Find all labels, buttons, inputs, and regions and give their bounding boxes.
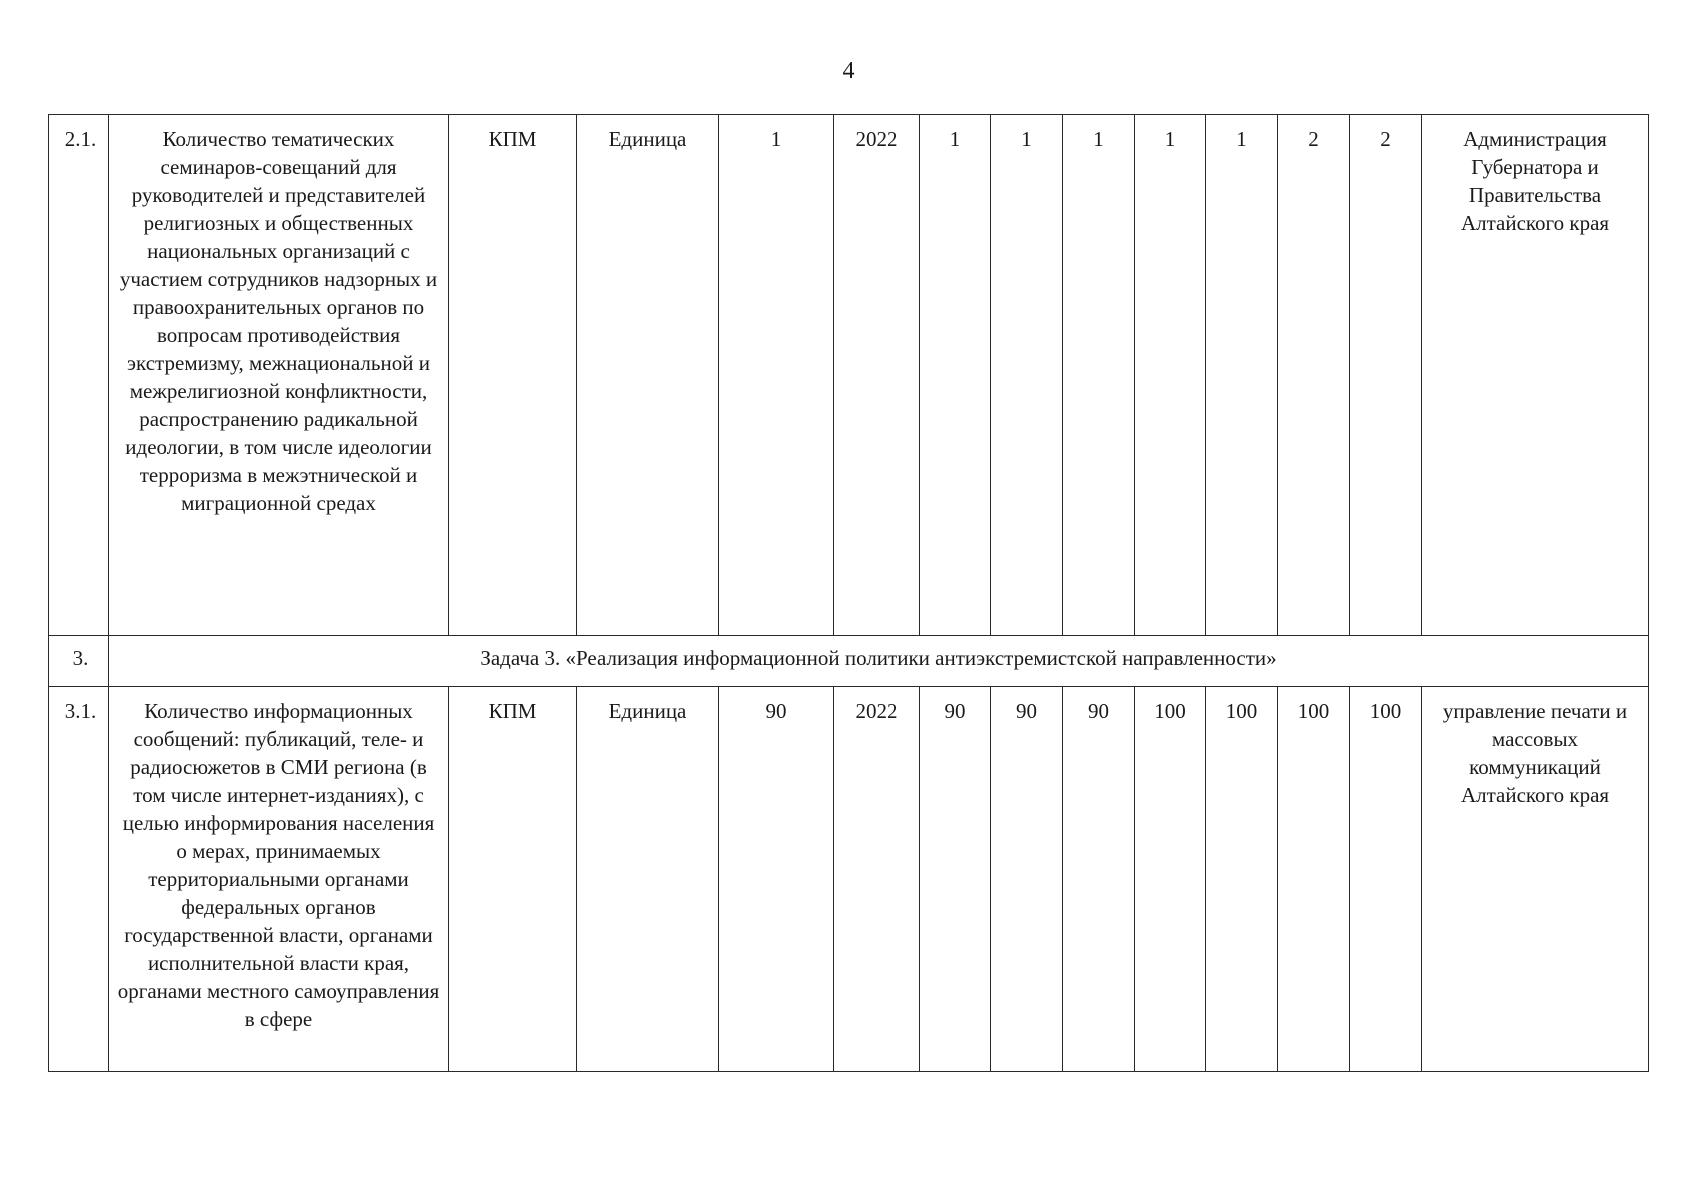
- table-row: [49, 115, 1649, 636]
- year-value: 100: [1350, 687, 1422, 1072]
- indicators-table: [48, 114, 1649, 1072]
- indicator-type: КПМ: [449, 115, 577, 636]
- year-value: 100: [1206, 687, 1278, 1072]
- base-year: 2022: [834, 115, 920, 636]
- indicator-description: Количество тематических семинаров-совещаний для руководителей и представителей религиозных и общественных национальных организаций с участием сотрудников надзорных и правоохранительных органов по вопросам противодействия экстремизму, межнациональной и межрелигиозной конфликтности, распространению радикальной идеологии, в том числе идеологии терроризма в межэтнической и миграционной средах: [109, 115, 449, 636]
- base-value: 90: [719, 687, 834, 1072]
- row-number: 2.1.: [49, 115, 109, 636]
- unit-of-measure: Единица: [577, 115, 719, 636]
- indicator-description: Количество информационных сообщений: публикаций, теле- и радиосюжетов в СМИ региона (в том числе интернет-изданиях), с целью информирования населения о мерах, принимаемых территориальными органами федеральных органов государственной власти, органами исполнительной власти края, органами местного самоуправления в сфере: [109, 687, 449, 1072]
- task-row: [49, 636, 1649, 687]
- base-value: 1: [719, 115, 834, 636]
- year-value: 1: [1063, 115, 1135, 636]
- year-value: 90: [920, 687, 991, 1072]
- year-value: 100: [1278, 687, 1350, 1072]
- indicator-type: КПМ: [449, 687, 577, 1072]
- responsible-body: управление печати и массовых коммуникаций Алтайского края: [1422, 687, 1649, 1072]
- table-row: [49, 687, 1649, 1072]
- year-value: 1: [920, 115, 991, 636]
- year-value: 90: [991, 687, 1063, 1072]
- row-number: 3.1.: [49, 687, 109, 1072]
- year-value: 1: [991, 115, 1063, 636]
- year-value: 2: [1350, 115, 1422, 636]
- task-number: 3.: [49, 636, 109, 687]
- responsible-body: Администрация Губернатора и Правительства Алтайского края: [1422, 115, 1649, 636]
- year-value: 90: [1063, 687, 1135, 1072]
- unit-of-measure: Единица: [577, 687, 719, 1072]
- base-year: 2022: [834, 687, 920, 1072]
- year-value: 1: [1135, 115, 1206, 636]
- page-number: 4: [842, 58, 855, 84]
- task-title: Задача 3. «Реализация информационной политики антиэкстремистской направленности»: [109, 636, 1649, 687]
- year-value: 1: [1206, 115, 1278, 636]
- year-value: 100: [1135, 687, 1206, 1072]
- year-value: 2: [1278, 115, 1350, 636]
